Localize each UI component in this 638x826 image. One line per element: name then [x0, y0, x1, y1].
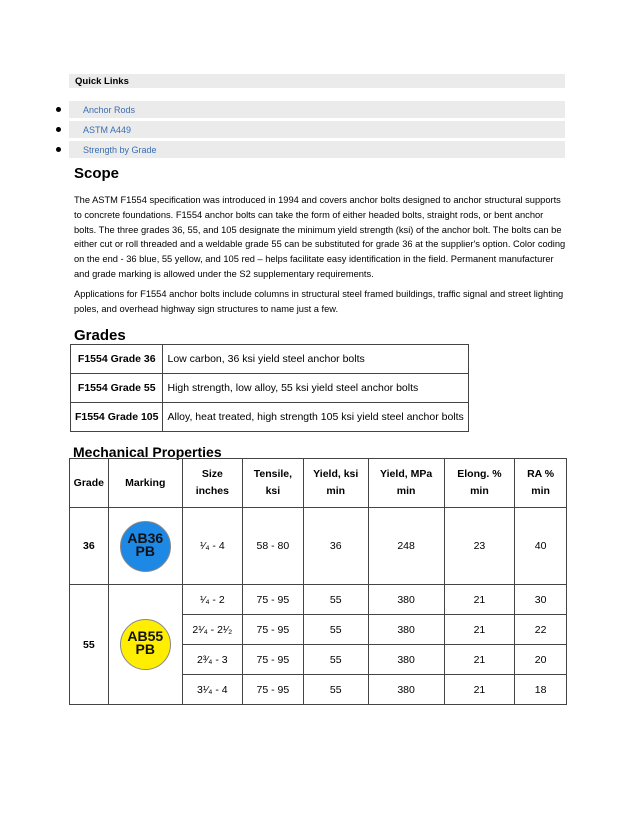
grade-cell: F1554 Grade 36 [71, 345, 163, 374]
grades-table [70, 344, 469, 432]
header-reduction-of-area [515, 459, 567, 508]
elongation-cell: 21 [444, 615, 515, 645]
badge-line2: PB [135, 542, 155, 559]
tensile-cell: 75 - 95 [242, 585, 303, 615]
yield-mpa-cell: 248 [368, 508, 444, 585]
header-size-line2: inches [195, 485, 229, 497]
ra-cell: 30 [515, 585, 567, 615]
size-cell: 2¹⁄₄ - 2¹⁄₂ [182, 615, 242, 645]
header-tensile-line1: Tensile, [253, 468, 293, 480]
size-cell: 3¹⁄₄ - 4 [182, 675, 242, 705]
scope-paragraph-2: Applications for F1554 anchor bolts include columns in structural steel framed buildings, traffic signal and street lighting poles, and overhead highway sign structures to name just a few. [74, 289, 564, 314]
ab36-marking-badge [120, 521, 171, 572]
quick-links-title: Quick Links [75, 76, 129, 87]
yield-mpa-cell: 380 [368, 675, 444, 705]
quick-link-bg [69, 121, 565, 138]
yield-mpa-cell: 380 [368, 585, 444, 615]
yield-ksi-cell: 55 [303, 585, 368, 615]
astm-a449-link[interactable]: ASTM A449 [83, 125, 132, 135]
header-yield-mpa-line2: min [396, 485, 416, 497]
header-size [182, 459, 242, 508]
grade-55-cell: 55 [70, 585, 109, 705]
badge-line1: AB55 [127, 628, 164, 644]
yield-ksi-cell: 36 [303, 508, 368, 585]
yield-ksi-cell: 55 [303, 675, 368, 705]
elongation-cell: 21 [444, 645, 515, 675]
elongation-cell: 23 [444, 508, 515, 585]
table-header-row [70, 459, 567, 508]
tensile-cell: 75 - 95 [242, 675, 303, 705]
marking-cell [108, 508, 182, 585]
quick-link-item [56, 141, 566, 161]
scope-heading: Scope [74, 165, 120, 182]
elongation-cell: 21 [444, 675, 515, 705]
header-elongation [444, 459, 515, 508]
grade-cell: F1554 Grade 105 [71, 403, 163, 432]
badge-line2: PB [135, 641, 155, 657]
grades-heading: Grades [74, 327, 126, 344]
header-grade: Grade [70, 459, 109, 508]
ra-cell: 40 [515, 508, 567, 585]
yield-mpa-cell: 380 [368, 645, 444, 675]
header-size-line1: Size [201, 468, 223, 480]
scope-paragraph-1: The ASTM F1554 specification was introduced in 1994 and covers anchor bolts designed to anchor structural supports to concrete foundations. F1554 anchor bolts can take the form of either headed bolts, straight rods, or bent anchor bolts. The three grades 36, 55, and 105 designate the minimum yield strength (ksi) of the anchor bolt. The bolts can be either cut or roll threaded and a weldable grade 55 can be substituted for grade 36 at the supplier's option. Color coding on the end - 36 blue, 55 yellow, and 105 red – helps facilitate easy identification in the field. Permanent manufacturer and grade marking is allowed under the S2 supplementary requirements. [74, 195, 566, 279]
header-tensile-line2: ksi [265, 485, 281, 497]
bullet-icon [56, 127, 61, 132]
size-cell: ¹⁄₄ - 4 [182, 508, 242, 585]
tensile-cell: 75 - 95 [242, 615, 303, 645]
header-yield-mpa [368, 459, 444, 508]
badge-line1: AB36 [127, 529, 164, 546]
ra-cell: 22 [515, 615, 567, 645]
grade-description-cell: Low carbon, 36 ksi yield steel anchor bolts [163, 345, 468, 374]
tensile-cell: 58 - 80 [242, 508, 303, 585]
size-cell: 2³⁄₄ - 3 [182, 645, 242, 675]
tensile-cell: 75 - 95 [242, 645, 303, 675]
grade-36-cell: 36 [70, 508, 109, 585]
bullet-icon [56, 147, 61, 152]
header-ra-line2: min [531, 485, 550, 497]
table-row [71, 345, 469, 374]
yield-mpa-cell: 380 [368, 615, 444, 645]
header-yield-ksi-line2: min [326, 485, 346, 497]
grade-description-cell: High strength, low alloy, 55 ksi yield steel anchor bolts [163, 374, 468, 403]
header-elong-line2: min [470, 485, 489, 497]
quick-link-item [56, 101, 566, 121]
ab55-marking-badge [120, 619, 171, 670]
quick-link-bg [69, 101, 565, 118]
quick-link-item [56, 121, 566, 141]
yield-ksi-cell: 55 [303, 615, 368, 645]
header-tensile [242, 459, 303, 508]
header-yield-ksi-line1: Yield, ksi [313, 468, 359, 480]
ra-cell: 20 [515, 645, 567, 675]
mechanical-properties-heading: Mechanical Properties [73, 444, 222, 460]
header-marking: Marking [108, 459, 182, 508]
table-row [71, 403, 469, 432]
header-ra-line1: RA % [527, 468, 555, 480]
yield-ksi-cell: 55 [303, 645, 368, 675]
quick-links-header [69, 74, 565, 88]
strength-by-grade-link[interactable]: Strength by Grade [83, 145, 157, 155]
bullet-icon [56, 107, 61, 112]
quick-links-list [56, 101, 566, 161]
mechanical-properties-table [69, 458, 567, 705]
header-yield-mpa-line1: Yield, MPa [380, 468, 433, 480]
table-row [70, 585, 567, 615]
anchor-rods-link[interactable]: Anchor Rods [83, 105, 136, 115]
marking-cell [108, 585, 182, 705]
ra-cell: 18 [515, 675, 567, 705]
header-yield-ksi [303, 459, 368, 508]
header-elong-line1: Elong. % [457, 468, 502, 480]
grade-cell: F1554 Grade 55 [71, 374, 163, 403]
grade-description-cell: Alloy, heat treated, high strength 105 ksi yield steel anchor bolts [163, 403, 468, 432]
size-cell: ¹⁄₄ - 2 [182, 585, 242, 615]
table-row [70, 508, 567, 585]
elongation-cell: 21 [444, 585, 515, 615]
table-row [71, 374, 469, 403]
